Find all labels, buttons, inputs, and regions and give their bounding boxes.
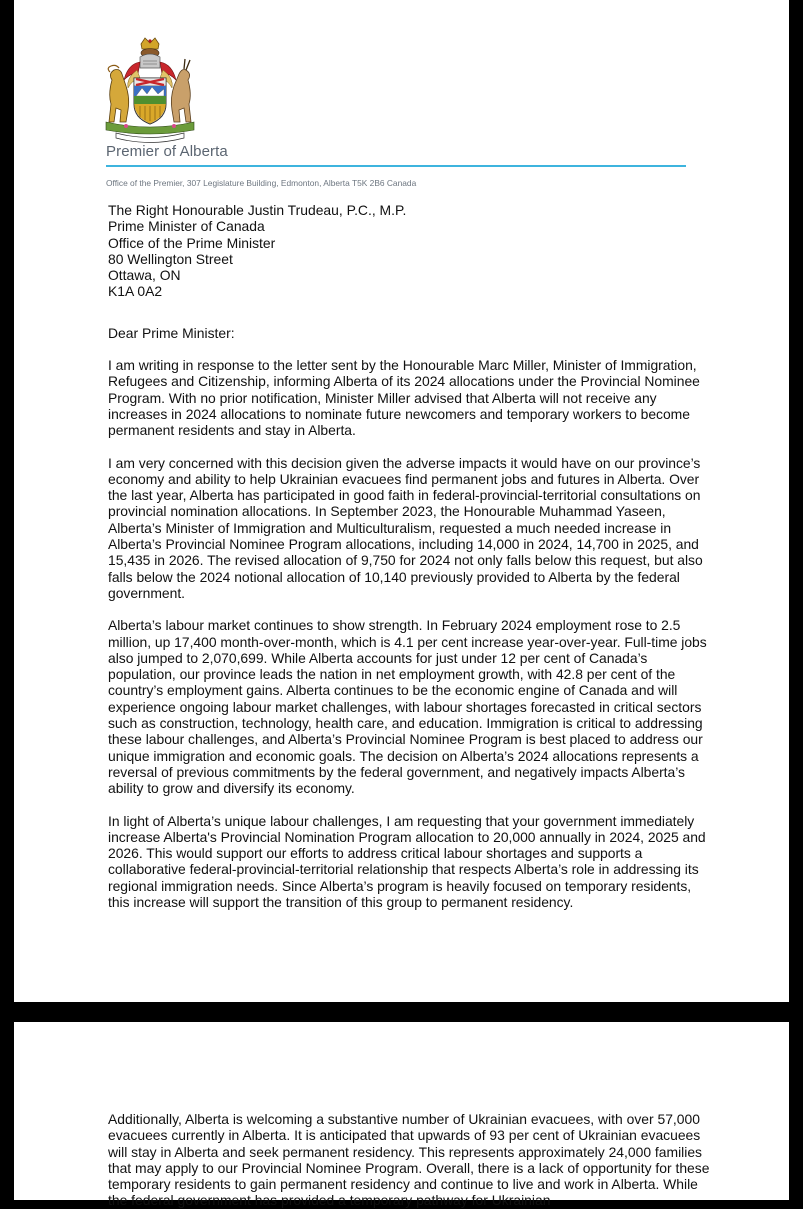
recipient-line: The Right Honourable Justin Trudeau, P.C., M.P.: [108, 202, 407, 218]
salutation: Dear Prime Minister:: [108, 324, 235, 341]
letter-page-2: [14, 1022, 789, 1209]
body-paragraph: Alberta’s labour market continues to show strength. In February 2024 employment rose to 2.5 million, up 17,400 month-over-month, which is 4.1 per cent increase year-over-year. Full-time jobs also jumped to 2,070,699. While Alberta accounts for just under 12 per cent of Canada’s population, our province leads the nation in net employment growth, with 42.8 per cent of the country’s employment gains. Alberta continues to be the economic engine of Canada and will experience ongoing labour market challenges, with labour shortages forecasted in critical sectors such as construction, technology, health care, and education. Immigration is critical to addressing these labour challenges, and Alberta’s Provincial Nominee Program is best placed to address our unique immigration and economic goals. The decision on Alberta’s 2024 allocations represents a reversal of previous commitments by the federal government, and negatively impacts Alberta’s ability to grow and diversify its economy.: [108, 617, 707, 797]
body-paragraph: In light of Alberta’s unique labour challenges, I am requesting that your government immediately increase Alberta's Provincial Nomination Program allocation to 20,000 annually in 2024, 2025 and 2026. This would support our efforts to address critical labour shortages and supports a collaborative federal-provincial-territorial relationship that respects Alberta’s role in addressing its regional immigration needs. Since Alberta’s program is heavily focused on temporary residents, this increase will support the transition of this group to permanent residency.: [108, 812, 706, 910]
recipient-address: [108, 202, 714, 300]
recipient-line: Office of the Prime Minister: [108, 234, 276, 251]
letter-page-1: [14, 0, 789, 1002]
recipient-line: Ottawa, ON: [108, 267, 181, 284]
header-divider: [106, 165, 686, 167]
office-address: Office of the Premier, 307 Legislature Building, Edmonton, Alberta T5K 2B6 Canada: [106, 178, 417, 188]
alberta-coat-of-arms-icon: [102, 38, 198, 142]
page2-body-paragraph: Additionally, Alberta is welcoming a substantive number of Ukrainian evacuees, with over 57,000 evacuees currently in Alberta. It is anticipated that upwards of 93 per cent of Ukrainian evacuees will stay in Alberta and seek permanent residency. This represents approximately 24,000 families that may apply to our Provincial Nominee Program. Overall, there is a lack of opportunity for these temporary residents to gain permanent residency and continue to live and work in Alberta. While the federal government has provided a temporary pathway for Ukrainian: [108, 1111, 710, 1209]
letter-body: [108, 202, 714, 910]
body-paragraph: I am very concerned with this decision given the adverse impacts it would have on our province’s economy and ability to help Ukrainian evacuees find permanent jobs and futures in Alberta. Over the last year, Alberta has participated in good faith in federal-provincial-territorial consultations on provincial nomination allocations. In September 2023, the Honourable Muhammad Yaseen, Alberta’s Minister of Immigration and Multiculturalism, requested a much needed increase in Alberta’s Provincial Nominee Program allocations, including 14,000 in 2024, 14,700 in 2025, and 15,435 in 2026. The revised allocation of 9,750 for 2024 not only falls below this request, but also falls below the 2024 notional allocation of 10,140 previously provided to Alberta by the federal government.: [108, 454, 703, 601]
recipient-line: K1A 0A2: [108, 283, 163, 300]
office-name: Premier of Alberta: [106, 143, 228, 160]
recipient-line: 80 Wellington Street: [108, 250, 233, 267]
body-paragraph: I am writing in response to the letter sent by the Honourable Marc Miller, Minister of Immigration, Refugees and Citizenship, informing Alberta of its 2024 allocations under the Provincial Nominee Program. With no prior notification, Minister Miller advised that Alberta will not receive any increases in 2024 allocations to nominate future newcomers and temporary workers to become permanent residents and stay in Alberta.: [108, 357, 700, 439]
recipient-line: Prime Minister of Canada: [108, 218, 265, 235]
